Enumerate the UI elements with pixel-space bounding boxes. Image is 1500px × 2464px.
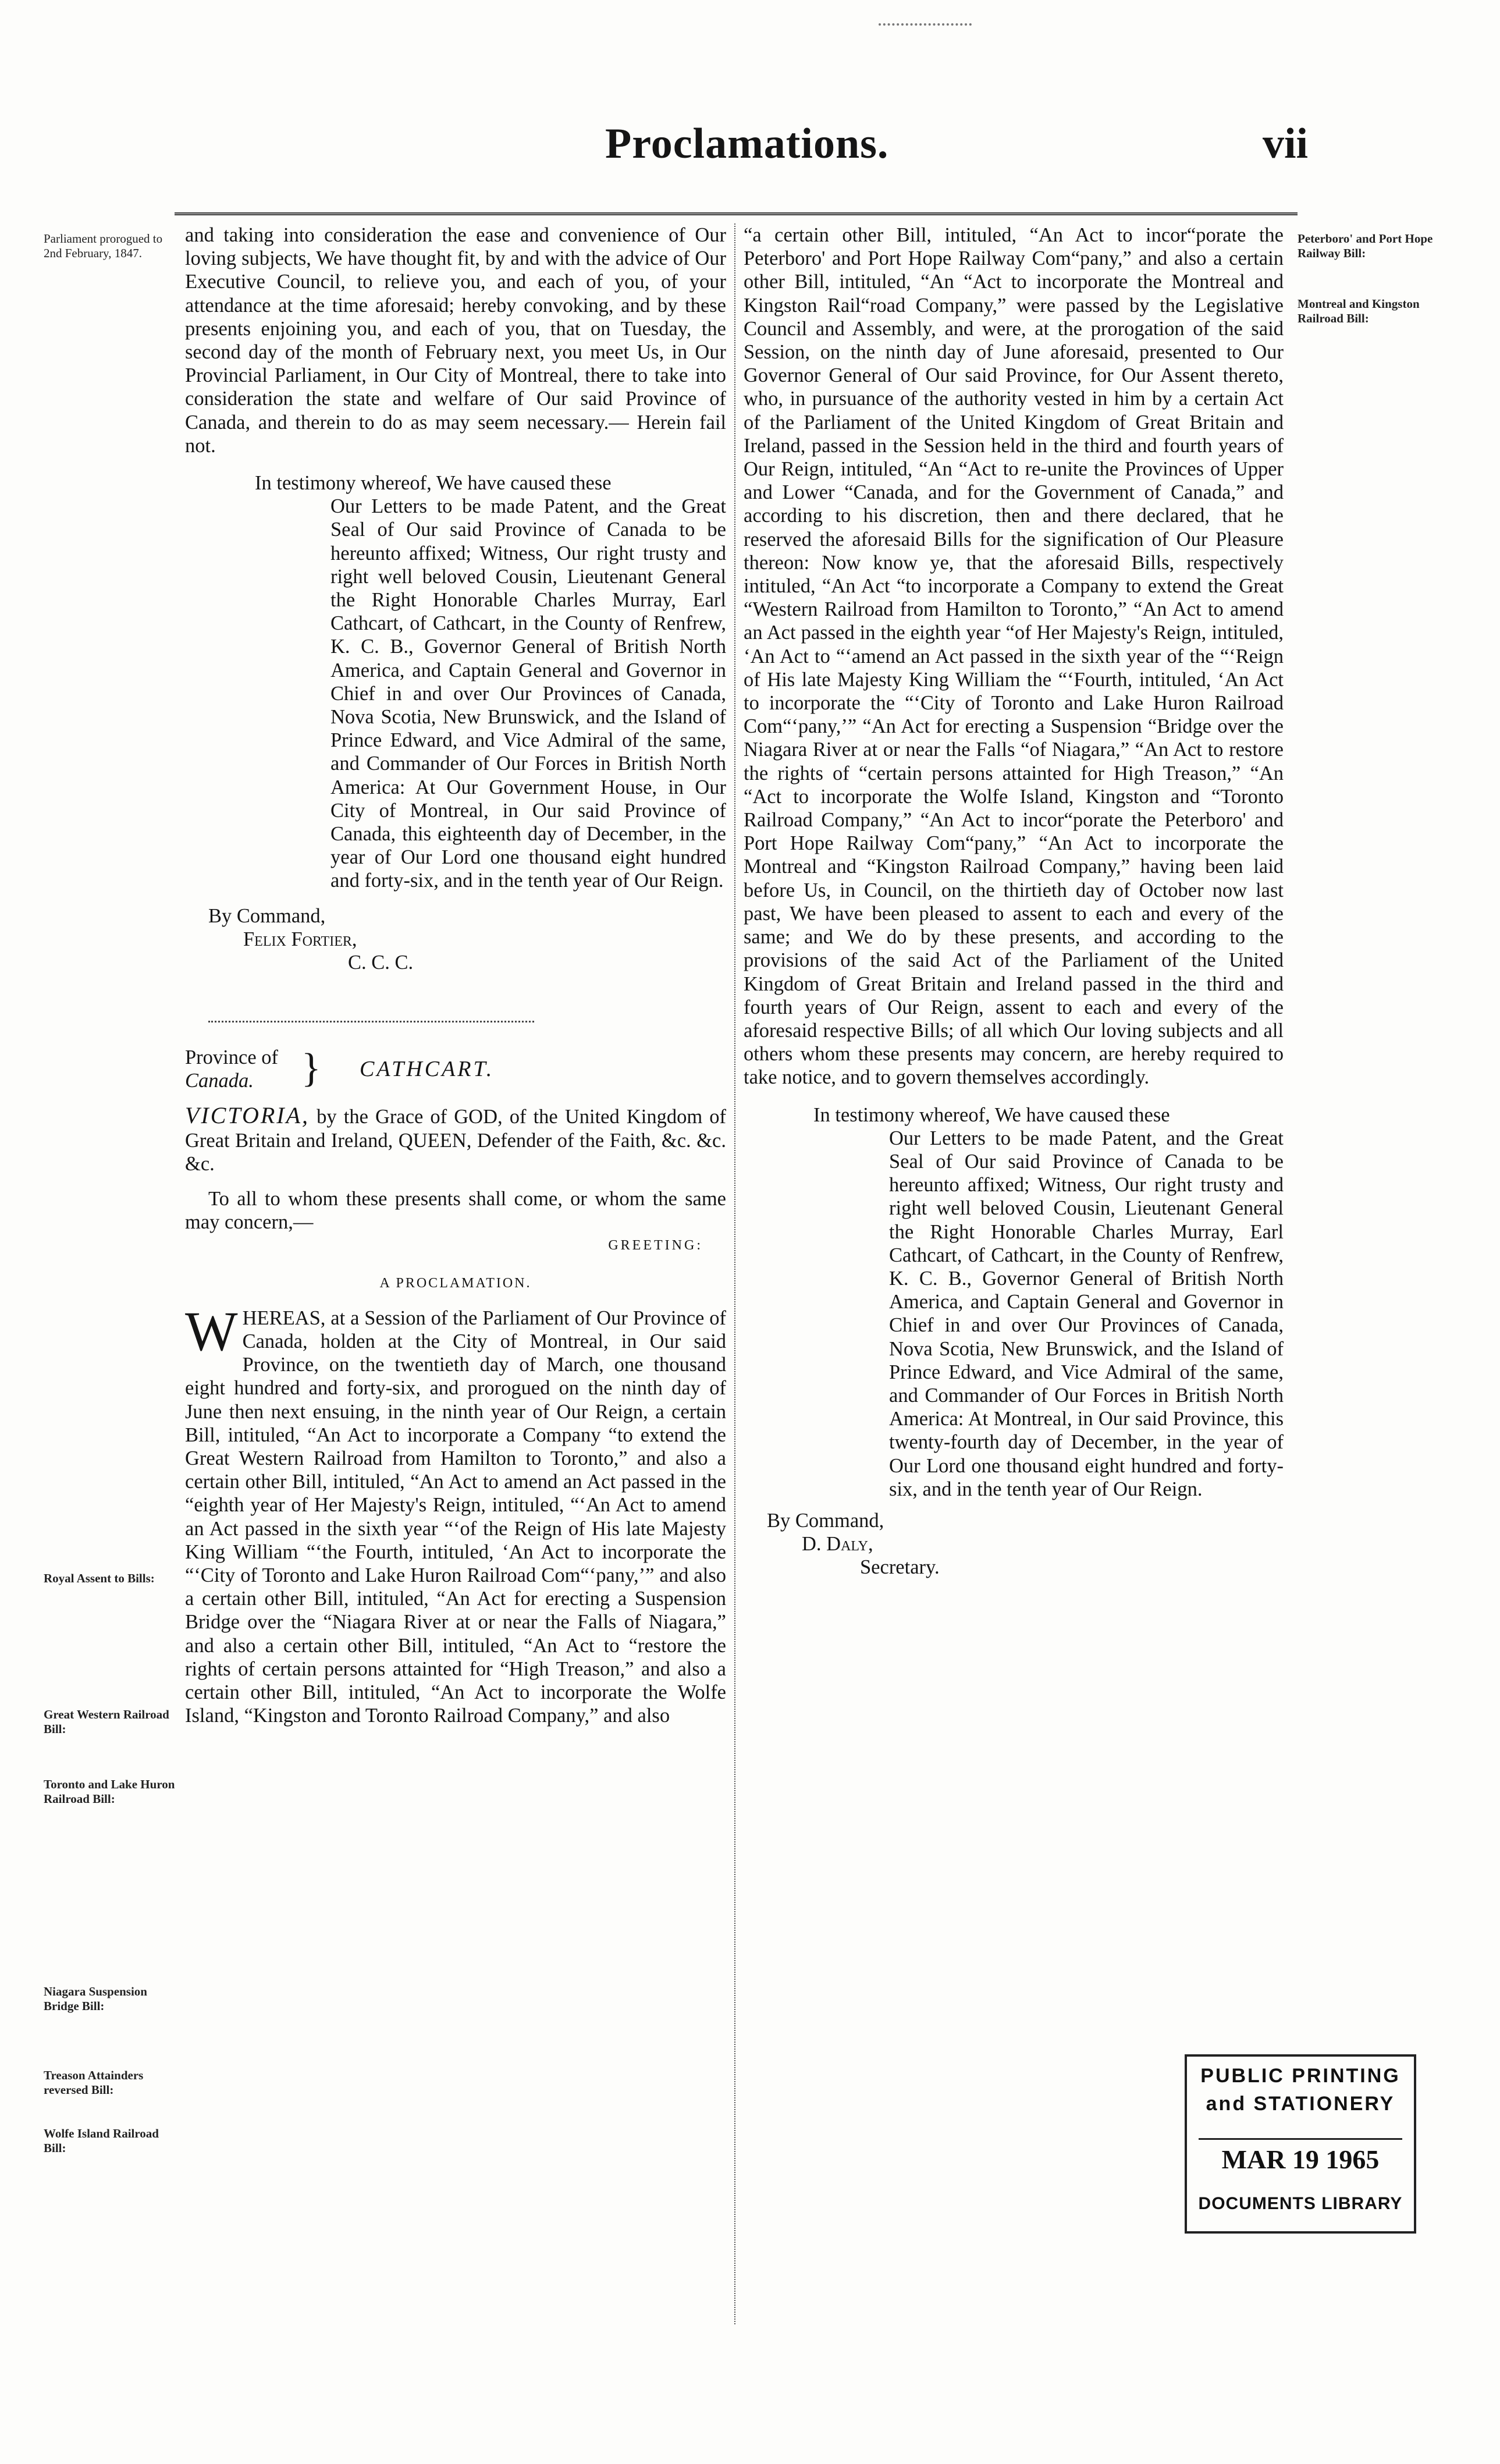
section-divider	[208, 1021, 534, 1022]
margin-note-toronto-lake-huron: Toronto and Lake Huron Railroad Bill:	[44, 1777, 175, 1806]
stamp-date: MAR 19 1965	[1221, 2145, 1380, 2174]
right-signer-title: Secretary.	[860, 1556, 940, 1579]
margin-note-great-western: Great Western Railroad Bill:	[44, 1707, 169, 1736]
right-by-command: By Command,	[767, 1509, 884, 1532]
left-column	[185, 223, 726, 1727]
brace-glyph: }	[301, 1046, 321, 1091]
victoria-titles: by the Grace of GOD, of the United Kingdom of Great Britain and Ireland, QUEEN, Defender of the Faith, &c. &c. &c.	[185, 1106, 726, 1175]
province-label-line1: Province of	[185, 1046, 279, 1069]
drop-cap: W	[185, 1300, 238, 1362]
left-testimony-intro: In testimony whereof, We have caused these	[255, 472, 612, 495]
province-label	[185, 1046, 301, 1092]
province-block	[185, 1046, 726, 1104]
page-number: vii	[1263, 120, 1309, 168]
victoria-style	[185, 1104, 726, 1176]
left-para-prorogation: and taking into consideration the ease and convenience of Our loving subjects, We have thought fit, by and with the advice of Our Executive Council, to relieve you, and each of you, of your attendance at the time aforesaid; hereby convoking, and by these presents enjoining you, and each of you, that on Tuesday, the second day of the month of February next, you meet Us, in Our Provincial Parliament, in Our City of Montreal, there to take into consideration the state and welfare of Our said Province of Canada, and therein to do as may seem necessary.— Herein fail not.	[185, 224, 726, 457]
right-column	[744, 223, 1284, 1579]
left-by-command: By Command,	[208, 904, 326, 927]
right-testimony-body: Our Letters to be made Patent, and the Great Seal of Our said Province of Canada to be hereunto affixed; Witness, Our right trusty and right well beloved Cousin, Lieutenant General the Right Honorable Charles Murray, Earl Cathcart, of Cathcart, in the County of Renfrew, K. C. B., Governor General of British North America, and Captain General and Governor in Chief in and over Our Provinces of Canada, Nova Scotia, New Brunswick, and the Island of Prince Edward, and Vice Admiral of the same, and Commander of Our Forces in British North America: At Montreal, in Our said Province, this twenty-fourth day of December, in the year of Our Lord one thousand eight hundred and forty-six, and in the tenth year of Our Reign.	[889, 1127, 1284, 1500]
province-label-line2: Canada.	[185, 1070, 254, 1092]
left-testimony-body: Our Letters to be made Patent, and the Great Seal of Our said Province of Canada to be hereunto affixed; Witness, Our right trusty and right well beloved Cousin, Lieutenant General the Right Honorable Charles Murray, Earl Cathcart, of Cathcart, in the County of Renfrew, K. C. B., Governor General of British North America, and Captain General and Governor in Chief in and over Our Provinces of Canada, Nova Scotia, New Brunswick, and the Island of Prince Edward, and Vice Admiral of the same, and Commander of Our Forces in British North America: At Our Government House, in Our City of Montreal, in Our said Province of Canada, this eighteenth day of December, in the year of Our Lord one thousand eight hundred and forty-six, and in the tenth year of Our Reign.	[330, 495, 726, 892]
victoria-name: VICTORIA,	[185, 1102, 310, 1129]
header-rule	[175, 212, 1298, 215]
column-divider	[734, 223, 735, 2324]
stamp-line-2: and STATIONERY	[1206, 2093, 1395, 2115]
proclamation-heading: A PROCLAMATION.	[379, 1275, 532, 1291]
margin-note-parliament-prorogued: Parliament prorogued to 2nd February, 1847.	[44, 232, 163, 260]
left-signer-title: C. C. C.	[348, 951, 414, 974]
left-signer: Felix Fortier,	[243, 928, 357, 950]
margin-note-montreal-kingston: Montreal and Kingston Railroad Bill:	[1298, 297, 1420, 325]
page-title: Proclamations.	[605, 120, 889, 168]
greeting: GREETING:	[608, 1238, 703, 1254]
page-header	[0, 113, 1500, 177]
margin-note-treason-attainders: Treason Attainders reversed Bill:	[44, 2068, 144, 2097]
to-all-addressees: To all to whom these presents shall come, or whom the same may concern,—	[185, 1187, 726, 1234]
right-testimony-intro: In testimony whereof, We have caused these	[813, 1103, 1170, 1126]
margin-note-niagara-bridge: Niagara Suspension Bridge Bill:	[44, 1984, 147, 2013]
governor-name: CATHCART.	[360, 1057, 495, 1082]
whereas-text: HEREAS, at a Session of the Parliament of Our Province of Canada, holden at the City of Montreal, in Our said Province, on the twentieth day of March, one thousand eight hundred and forty-six, and prorogued on the ninth day of June then next ensuing, in the ninth year of Our Reign, a certain Bill, intituled, “An Act to incorporate a Company “to extend the Great Western Railroad from Hamilton to Toronto,” and also a certain other Bill, intituled, “An Act to amend an Act passed in the “eighth year of Her Majesty's Reign, intituled, “‘An Act to amend an Act passed in the sixth year “‘of the Reign of His late Majesty King William “‘the Fourth, intituled, ‘An Act to incorporate the “‘City of Toronto and Lake Huron Railroad Com“‘pany,’” and also a certain other Bill, intituled, “An Act for erecting a Suspension Bridge over the “Niagara River at or near the Falls of Niagara,” and also a certain other Bill, intituled, “An Act to “restore the rights of certain persons attainted for “High Treason,” and also a certain other Bill, intituled, “An Act to incorporate the Wolfe Island, “Kingston and Toronto Railroad Company,” and also	[185, 1306, 726, 1727]
right-signer: D. Daly,	[802, 1533, 873, 1556]
stamp-line-1: PUBLIC PRINTING	[1200, 2065, 1401, 2087]
margin-note-wolfe-island: Wolfe Island Railroad Bill:	[44, 2126, 159, 2155]
margin-note-royal-assent: Royal Assent to Bills:	[44, 1571, 155, 1585]
right-para-bills: “a certain other Bill, intituled, “An Act to incor“porate the Peterboro' and Port Hope Railway Com“pany,” and also a certain other Bill, intituled, “An “Act to incorporate the Montreal and Kingston Rail“road Company,” were passed by the Legislative Council and Assembly, and were, at the prorogation of the said Session, on the ninth day of June aforesaid, presented to Our Governor General of Our said Province, for Our Assent thereto, who, in pursuance of the authority vested in him by a certain Act of the Parliament of the United Kingdom of Great Britain and Ireland, passed in the Session held in the third and fourth years of Our Reign, intituled, “An “Act to re-unite the Provinces of Upper and Lower “Canada, and for the Government of Canada,” and according to his discretion, then and there declared, that he reserved the aforesaid Bills for the signification of Our Pleasure thereon: Now know ye, that the aforesaid Bills, respectively intituled, “An Act “to incorporate a Company to extend the Great “Western Railroad from Hamilton to Toronto,” “An Act to amend an Act passed in the eighth year “of Her Majesty's Reign, intituled, ‘An Act to “‘amend an Act passed in the sixth year of the “‘Reign of His late Majesty King William the “‘Fourth, intituled, ‘An Act to incorporate the “‘City of Toronto and Lake Huron Railroad Com“‘pany,’” “An Act for erecting a Suspension “Bridge over the Niagara River at or near the Falls “of Niagara,” “An Act to restore the rights of “certain persons attainted for High Treason,” “An “Act to incorporate the Wolfe Island, Kingston and “Toronto Railroad Company,” “An Act to incor“porate the Peterboro' and Port Hope Railway Com“pany,” “An Act to incorporate the Montreal and “Kingston Railroad Company,” having been laid before Us, in Council, on the thirtieth day of October now last past, We have been pleased to assent to each and every of the same; and We do by these presents, and according to the provisions of the said Act of the Parliament of the United Kingdom of Great Britain and Ireland passed in the third and fourth years of Our Reign, assent to each and every of the aforesaid respective Bills; of all which Our loving subjects and all others whom these presents may concern, are hereby required to take notice, and to govern themselves accordingly.	[744, 224, 1284, 1089]
top-scan-mark	[879, 23, 972, 29]
stamp-rule	[1199, 2138, 1402, 2140]
stamp-line-4: DOCUMENTS LIBRARY	[1198, 2194, 1403, 2213]
margin-note-peterboro: Peterboro' and Port Hope Railway Bill:	[1298, 232, 1433, 260]
library-stamp	[1185, 2054, 1416, 2234]
whereas-paragraph	[185, 1300, 726, 1728]
